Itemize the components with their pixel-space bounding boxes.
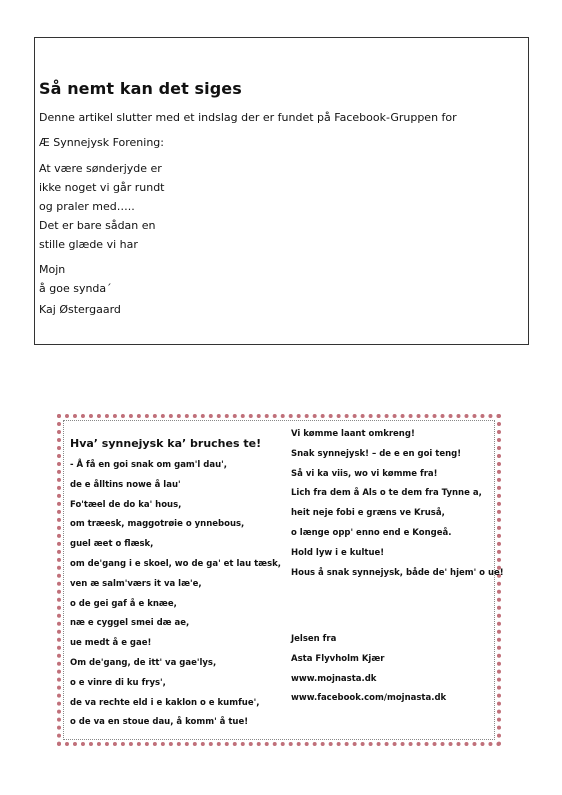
poem-line: ven æ salm'værs it va læ'e,	[70, 578, 202, 589]
poem-line: o de va en stoue dau, å komm' å tue!	[70, 717, 249, 728]
poem-line: Hous å snak synnejysk, både de' hjem' o ue!	[291, 567, 504, 578]
poem-line: Vi kømme laant omkreng!	[291, 429, 415, 439]
greeting-line: å goe synda´	[39, 282, 112, 295]
website-link[interactable]: www.mojnasta.dk	[291, 673, 377, 684]
poem-box	[57, 414, 504, 746]
poem-line: - Å få en goi snak om gam'l dau',	[70, 460, 227, 470]
poem-right-column	[291, 425, 504, 583]
poem-line: Det er bare sådan en	[39, 219, 156, 232]
poem-line: og praler med…..	[39, 200, 135, 213]
poem-line: Om de'gang, de itt' va gae'lys,	[70, 657, 217, 668]
poem-line: ikke noget vi går rundt	[39, 181, 165, 194]
credit-line: Asta Flyvholm Kjær	[291, 653, 385, 664]
poem-line: de va rechte eld i e kaklon o e kumfue',	[70, 697, 260, 708]
article-poem	[39, 159, 165, 254]
poem-line: næ e cyggel smei dæ ae,	[70, 618, 190, 629]
poem-line: o de gei gaf å e knæe,	[70, 598, 177, 609]
poem-line: Lich fra dem å Als o te dem fra Tynne a,	[291, 488, 482, 499]
poem-line: ue medt å e gae!	[70, 638, 152, 649]
poem-line: Så vi ka viis, wo vi kømme fra!	[291, 468, 438, 479]
poem-line: o e vinre di ku frys',	[70, 677, 166, 688]
poem-line: heit neje fobi e græns ve Kruså,	[291, 508, 445, 519]
greeting-line: Mojn	[39, 263, 66, 276]
poem-line: guel æet o flæsk,	[70, 539, 154, 550]
poem-line: Snak synnejysk! – de e en goi teng!	[291, 448, 462, 459]
poem-line: de e ålltins nowe å lau'	[70, 479, 181, 490]
poem-line: At være sønderjyde er	[39, 162, 162, 175]
poem-line: Fo'tæel de do ka' hous,	[70, 499, 182, 510]
greeting	[39, 260, 112, 298]
article-box	[34, 37, 529, 345]
signature: Kaj Østergaard	[39, 303, 121, 316]
article-intro: Denne artikel slutter med et indslag der er fundet på Facebook-Gruppen for	[39, 111, 457, 124]
poem-line: stille glæde vi har	[39, 238, 138, 251]
facebook-link[interactable]: www.facebook.com/mojnasta.dk	[291, 693, 447, 704]
poem-line: Hold lyw i e kultue!	[291, 547, 385, 558]
credit-block	[291, 630, 446, 709]
poem-line: om træesk, maggotrøie o ynnebous,	[70, 519, 245, 530]
credit-line: Jelsen fra	[291, 634, 337, 644]
poem-box-title: Hva’ synnejysk ka’ bruches te!	[70, 437, 262, 450]
poem-left-column	[70, 456, 281, 733]
article-title: Så nemt kan det siges	[39, 79, 242, 98]
poem-line: om de'gang i e skoel, wo de ga' et lau tæsk,	[70, 558, 282, 569]
forening-name: Æ Synnejysk Forening:	[39, 136, 164, 149]
poem-box-inner	[63, 420, 504, 740]
poem-line: o længe opp' enno end e Kongeå.	[291, 527, 452, 538]
